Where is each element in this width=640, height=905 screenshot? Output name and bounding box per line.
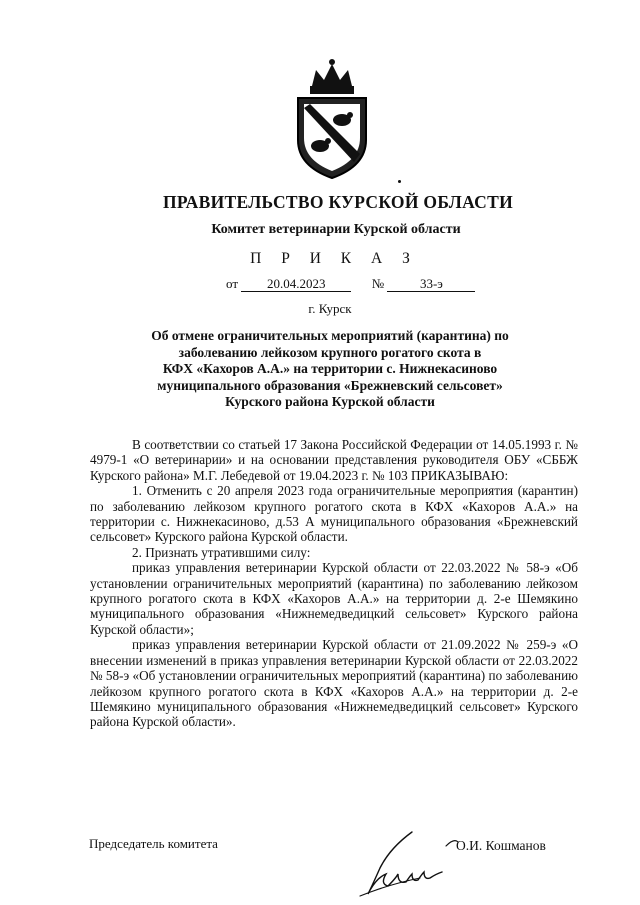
city: г. Курск xyxy=(308,301,352,316)
subject-line: Курского района Курской области xyxy=(225,394,435,409)
date-number-line xyxy=(226,276,475,292)
date-prefix: от xyxy=(226,276,239,291)
order-date: 20.04.2023 xyxy=(241,277,351,292)
subject-line: муниципального образования «Брежневский сельсовет» xyxy=(157,377,503,393)
document-type: П Р И К А З xyxy=(250,250,418,267)
committee-name: Комитет ветеринарии Курской области xyxy=(211,222,461,237)
order-number: 33-э xyxy=(387,277,475,292)
decorative-dot xyxy=(398,180,401,183)
body-paragraph-repealed-2: приказ управления ветеринарии Курской области от 21.09.2022 № 259-э «О внесении изменений в приказ управления ветеринарии Курской области от 22.03.2022 № 58-э «Об установлении ограничительных мероприятий (карантина) по заболеванию лейкозом крупного рогатого скота в КФХ «Кахоров А.А.» на территории д. 2-е Шемякино муниципального образования «Нижнемедведицкий сельсовет» Курского района Курской области». xyxy=(90,637,578,730)
signatory-name: О.И. Кошманов xyxy=(456,838,546,853)
coat-of-arms-icon xyxy=(290,58,374,180)
subject-line: КФХ «Кахоров А.А.» на территории с. Нижнекасиново xyxy=(162,361,498,376)
body-paragraph-repealed-1: приказ управления ветеринарии Курской области от 22.03.2022 № 58-э «Об установлении ограничительных мероприятий (карантина) по заболеванию лейкозом крупного рогатого скота в КФХ «Кахоров А.А.» на территории д. 2-е Шемякино муниципального образования «Нижнемедведицкий сельсовет» Курского района Курской области»; xyxy=(90,560,578,637)
order-body xyxy=(90,437,578,730)
body-paragraph-preamble: В соответствии со статьей 17 Закона Российской Федерации от 14.05.1993 г. № 4979-1 «О ветеринарии» и на основании представления руководителя ОБУ «СББЖ Курского района» М.Г. Лебедевой от 19.04.2023 г. № 103 ПРИКАЗЫВАЮ: xyxy=(90,437,578,483)
signatory-title: Председатель комитета xyxy=(89,836,218,851)
handwritten-signature xyxy=(350,828,460,900)
order-subject xyxy=(120,328,540,411)
number-prefix: № xyxy=(371,276,385,291)
body-paragraph-item-1: 1. Отменить с 20 апреля 2023 года ограничительные мероприятия (карантин) по заболеванию лейкозом крупного рогатого скота в КФХ «Кахоров А.А.» на территории с. Нижнекасиново, д.53 А муниципального образования «Брежневский сельсовет» Курского района Курской области. xyxy=(90,483,578,545)
subject-line: Об отмене ограничительных мероприятий (карантина) по xyxy=(151,328,509,343)
subject-line: заболеванию лейкозом крупного рогатого скота в xyxy=(178,344,482,360)
government-title: ПРАВИТЕЛЬСТВО КУРСКОЙ ОБЛАСТИ xyxy=(163,192,513,212)
body-paragraph-item-2: 2. Признать утратившими силу: xyxy=(132,544,311,560)
